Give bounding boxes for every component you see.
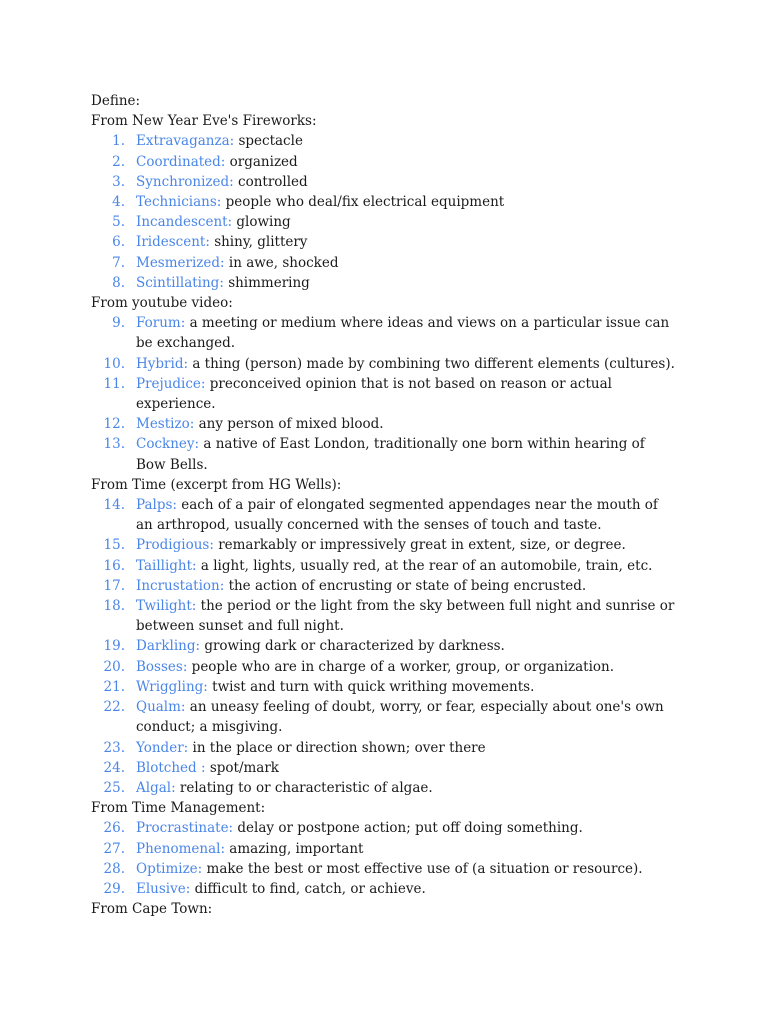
definition-item <box>91 738 676 758</box>
definition-item <box>91 192 676 212</box>
definition: shimmering <box>228 274 310 291</box>
item-number: 8. <box>112 274 125 291</box>
item-number: 21. <box>103 678 125 695</box>
definition-item <box>91 657 676 677</box>
item-number: 11. <box>103 375 125 392</box>
term: Palps: <box>136 497 177 514</box>
definition-item <box>91 434 676 474</box>
definition: organized <box>229 153 298 170</box>
term: Extravaganza: <box>136 133 235 150</box>
definition: spectacle <box>238 133 303 150</box>
definition: shiny, glittery <box>214 234 308 251</box>
term: Technicians: <box>136 194 222 211</box>
definition-item <box>91 677 676 697</box>
item-number: 12. <box>103 416 125 433</box>
definition: in the place or direction shown; over there <box>192 739 486 756</box>
item-number: 13. <box>103 436 125 453</box>
definition-list <box>91 818 728 899</box>
item-number: 24. <box>103 759 125 776</box>
definition-item <box>91 354 676 374</box>
definition-item <box>91 535 676 555</box>
definition: delay or postpone action; put off doing something. <box>237 820 583 837</box>
definition-item <box>91 212 676 232</box>
term: Wriggling: <box>136 678 208 695</box>
term: Incrustation: <box>136 577 225 594</box>
item-number: 14. <box>103 497 125 514</box>
definition: people who are in charge of a worker, group, or organization. <box>191 658 615 675</box>
definition-item <box>91 576 676 596</box>
definition-item <box>91 152 676 172</box>
item-number: 6. <box>112 234 125 251</box>
definition: relating to or characteristic of algae. <box>179 779 433 796</box>
definition: controlled <box>238 173 308 190</box>
definition-item <box>91 818 676 838</box>
definition-item <box>91 414 676 434</box>
item-number: 9. <box>112 315 125 332</box>
term: Incandescent: <box>136 214 233 231</box>
item-number: 23. <box>103 739 125 756</box>
term: Procrastinate: <box>136 820 234 837</box>
definition: a meeting or medium where ideas and views on a particular issue can be exchanged. <box>136 315 670 352</box>
definition-item <box>91 131 676 151</box>
definition: difficult to find, catch, or achieve. <box>194 880 426 897</box>
definition-item <box>91 697 676 737</box>
item-number: 1. <box>112 133 125 150</box>
definition-item <box>91 636 676 656</box>
definition: a light, lights, usually red, at the rear of an automobile, train, etc. <box>200 557 653 574</box>
term: Synchronized: <box>136 173 234 190</box>
definition: glowing <box>236 214 291 231</box>
term: Mestizo: <box>136 416 195 433</box>
item-number: 26. <box>103 820 125 837</box>
definition: preconceived opinion that is not based on reason or actual experience. <box>136 375 612 413</box>
definition: people who deal/fix electrical equipment <box>225 194 505 211</box>
definition-item <box>91 879 676 899</box>
term: Forum: <box>136 315 186 332</box>
item-number: 19. <box>103 638 125 655</box>
term: Mesmerized: <box>136 254 225 271</box>
item-number: 27. <box>103 840 125 857</box>
term: Taillight: <box>136 557 197 574</box>
definition: spot/mark <box>209 759 279 776</box>
item-number: 29. <box>103 880 125 897</box>
definition-item <box>91 556 676 576</box>
term: Prodigious: <box>136 537 214 554</box>
definition-item <box>91 596 676 636</box>
item-number: 15. <box>103 537 125 554</box>
definition: a native of East London, traditionally one born within hearing of Bow Bells. <box>136 436 645 473</box>
term: Twilight: <box>136 598 197 615</box>
definition: in awe, shocked <box>228 254 339 271</box>
definition-item <box>91 273 676 293</box>
item-number: 20. <box>103 658 125 675</box>
item-number: 3. <box>112 173 125 190</box>
item-number: 18. <box>103 598 125 615</box>
definition: an uneasy feeling of doubt, worry, or fear, especially about one's own conduct; a misgiving. <box>136 699 664 736</box>
definition-list <box>91 131 728 293</box>
item-number: 5. <box>112 214 125 231</box>
definition: each of a pair of elongated segmented appendages near the mouth of an arthropod, usually concerned with the senses of touch and taste. <box>136 497 658 534</box>
section-heading: From youtube video: <box>91 295 233 312</box>
definition: any person of mixed blood. <box>198 416 384 433</box>
definition-item <box>91 172 676 192</box>
term: Darkling: <box>136 638 201 655</box>
definition: remarkably or impressively great in extent, size, or degree. <box>218 537 626 554</box>
item-number: 4. <box>112 194 125 211</box>
section-heading: From Time Management: <box>91 800 266 817</box>
term: Cockney: <box>136 436 200 453</box>
definition-item <box>91 495 676 535</box>
item-number: 7. <box>112 254 125 271</box>
term: Algal: <box>136 779 176 796</box>
term: Prejudice: <box>136 375 206 392</box>
section-heading: From New Year Eve's Fireworks: <box>91 113 317 130</box>
item-number: 28. <box>103 860 125 877</box>
term: Bosses: <box>136 658 188 675</box>
item-number: 10. <box>103 355 125 372</box>
definition: the period or the light from the sky between full night and sunrise or between sunset and full night. <box>136 598 675 635</box>
definition-item <box>91 253 676 273</box>
intro-text: Define: <box>91 93 141 109</box>
item-number: 22. <box>103 699 125 716</box>
item-number: 25. <box>103 779 125 796</box>
definition: the action of encrusting or state of being encrusted. <box>228 577 587 594</box>
definition-item <box>91 374 676 414</box>
section-heading: From Cape Town: <box>91 901 213 918</box>
definition-list <box>91 313 728 475</box>
definition-item <box>91 313 676 353</box>
term: Qualm: <box>136 699 186 716</box>
term: Coordinated: <box>136 153 226 170</box>
definition: twist and turn with quick writhing movements. <box>212 678 535 695</box>
item-number: 16. <box>103 557 125 574</box>
definition-list <box>91 495 728 798</box>
definition: growing dark or characterized by darkness. <box>204 638 505 655</box>
definition-item <box>91 778 676 798</box>
definition-item <box>91 232 676 252</box>
term: Hybrid: <box>136 355 189 372</box>
item-number: 2. <box>112 153 125 170</box>
definition: make the best or most effective use of (a situation or resource). <box>206 860 643 877</box>
term: Optimize: <box>136 860 203 877</box>
term: Elusive: <box>136 880 191 897</box>
definition: amazing, important <box>229 840 364 857</box>
term: Iridescent: <box>136 234 210 251</box>
definition-item <box>91 758 676 778</box>
item-number: 17. <box>103 577 125 594</box>
definition: a thing (person) made by combining two different elements (cultures). <box>192 355 675 372</box>
term: Blotched : <box>136 759 206 776</box>
definition-item <box>91 839 676 859</box>
term: Phenomenal: <box>136 840 225 857</box>
section-heading: From Time (excerpt from HG Wells): <box>91 476 342 493</box>
sections-container <box>91 111 728 919</box>
term: Yonder: <box>136 739 189 756</box>
definition-item <box>91 859 676 879</box>
term: Scintillating: <box>136 274 224 291</box>
